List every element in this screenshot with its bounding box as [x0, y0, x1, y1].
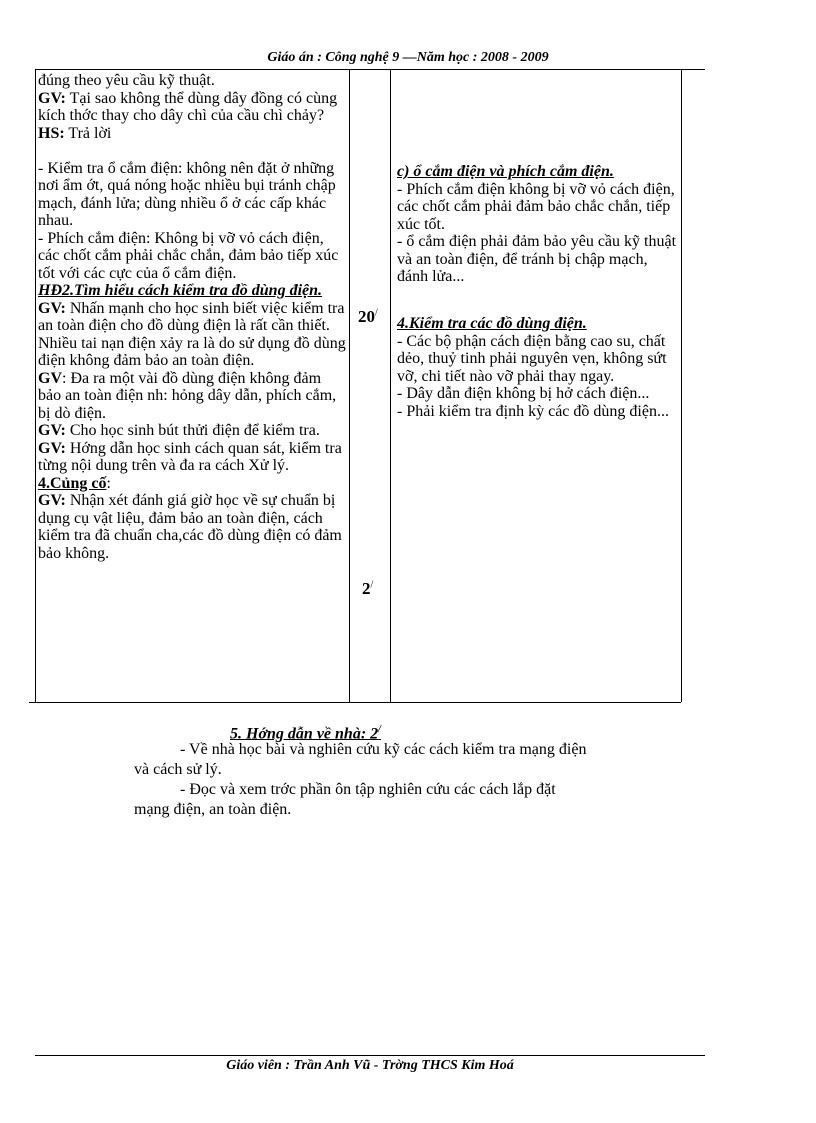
table-bottom-rule — [29, 702, 681, 703]
time-20-min: 20/ — [358, 307, 378, 326]
wire-requirement: - Dây dẫn điện không bị hở cách điện... — [397, 385, 650, 402]
lesson-content — [397, 163, 677, 420]
homework-line: mạng điện, an toàn điện. — [134, 801, 292, 818]
gv-question: GV: Tại sao không thể dùng dây đồng có cùng kích thớc thay cho dây chì của cầu chì chảy? — [38, 89, 338, 124]
homework-line: - Về nhà học bài và nghiên cứu kỹ các cách kiểm tra mạng điện — [180, 741, 587, 758]
homework-line: và cách sử lý. — [134, 761, 222, 778]
gv-guidance: GV: Hớng dẫn học sinh cách quan sát, kiểm tra từng nội dung trên và đa ra cách Xử lý. — [38, 439, 342, 474]
time-2-min: 2/ — [362, 579, 374, 598]
socket-plug-heading: c) ổ cắm điện và phích cắm điện. — [397, 163, 614, 180]
teacher-student-activities — [38, 72, 346, 702]
consolidation-heading: 4.Củng cố: — [38, 474, 111, 492]
activity-2-heading: HĐ2.Tìm hiểu cách kiểm tra đồ dùng điện. — [38, 282, 323, 299]
plug-requirement: - Phích cắm điện không bị vỡ vỏ cách điện, các chốt cắm phải đảm bảo chắc chắn, tiếp xúc tốt. — [397, 180, 675, 233]
page-footer: Giáo viên : Trần Anh Vũ - Trờng THCS Kim Hoá — [226, 1058, 514, 1073]
periodic-check: - Phải kiểm tra định kỳ các đồ dùng điện... — [397, 402, 669, 420]
gv-tester: GV: Cho học sinh bút thửi điện để kiểm tra. — [38, 422, 320, 439]
homework-line: - Đọc và xem trớc phần ôn tập nghiên cứu các cách lắp đặt — [180, 781, 556, 798]
table-divider-1 — [349, 69, 350, 702]
socket-check-paragraph: - Kiểm tra ổ cắm điện: không nên đặt ở những nơi ẩm ớt, quá nóng hoặc nhiều bụi tránh chập mạch, đánh lửa; dùng nhiều ổ ở các cấp khác nhau. — [38, 159, 336, 229]
activity-line: đúng theo yêu cầu kỹ thuật. — [38, 72, 215, 89]
plug-check-paragraph: - Phích cắm điện: Không bị vỡ vỏ cách điện, các chốt cắm phải chắc chắn, đảm bảo tiếp xúc tốt với các cực của ổ cắm điện. — [38, 229, 339, 282]
gv-review: GV: Nhận xét đánh giá giờ học về sự chuẩn bị dụng cụ vật liệu, đảm bảo an toàn điện, cách kiểm tra đã chuẩn cha,các đồ dùng điện có đảm bảo không. — [38, 492, 342, 562]
table-divider-2 — [390, 69, 391, 702]
gv-examples: GV: Đa ra một vài đồ dùng điện không đảm bảo an toàn điện nh: hỏng dây dẫn, phích cắm, bị dò điện. — [38, 369, 337, 422]
page-header: Giáo án : Công nghệ 9 —Năm học : 2008 - 2009 — [267, 50, 549, 65]
hs-answer: HS: Trả lời — [38, 124, 112, 142]
homework-title: 5. Hớng dẫn về nhà: 2/ — [230, 724, 381, 743]
footer-rule — [35, 1055, 705, 1056]
insulation-requirement: - Các bộ phận cách điện bằng cao su, chất dẻo, thuỷ tinh phải nguyên vẹn, không sứt vỡ, chi tiết nào vỡ phải thay ngay. — [397, 332, 667, 385]
gv-emphasis: GV: Nhấn mạnh cho học sinh biết việc kiểm tra an toàn điện cho đồ dùng điện là rất cần thiết. Nhiều tai nạn điện xảy ra là do sử dụng đồ dùng điện không đảm bảo an toàn điện. — [38, 299, 346, 369]
socket-requirement: - ổ cắm điện phải đảm bảo yêu cầu kỹ thuật và an toàn điện, để tránh bị chập mạch, đánh lửa... — [397, 233, 677, 285]
appliance-check-heading: 4.Kiểm tra các đồ dùng điện. — [397, 315, 587, 332]
